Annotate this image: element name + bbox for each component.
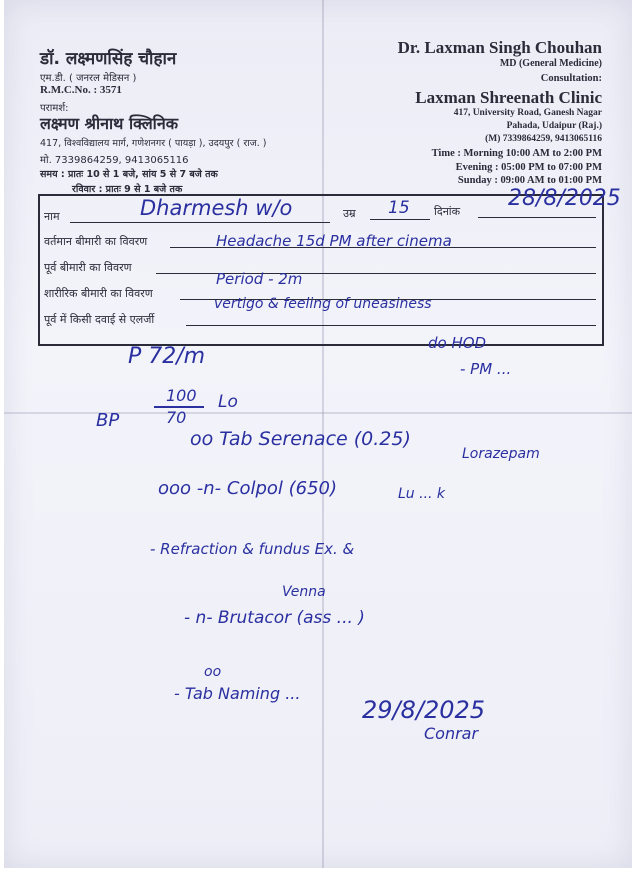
handwritten-date: 28/8/2025: [508, 186, 621, 211]
consult-label-hindi: परामर्श:: [40, 103, 69, 114]
past-illness-label: पूर्व बीमारी का विवरण: [44, 261, 132, 274]
handwritten-name: Dharmesh w/o: [140, 196, 293, 220]
address-line2-english: Pahada, Udaipur (Raj.): [506, 121, 602, 131]
allergy-line: [186, 325, 596, 326]
allergy-label: पूर्व में किसी दवाई से एलर्जी: [44, 313, 155, 326]
bp-suffix: Lo: [218, 392, 238, 412]
doctor-signature: Conrar: [424, 724, 479, 743]
phone-english: (M) 7339864259, 9413065116: [485, 134, 602, 144]
time-evening-english: Evening : 05:00 PM to 07:00 PM: [455, 162, 602, 173]
date-line: [478, 217, 596, 218]
sunday-hindi: रविवार : प्रातः 9 से 1 बजे तक: [72, 184, 183, 195]
time-sunday-english: Sunday : 09:00 AM to 01:00 PM: [457, 175, 602, 186]
handwritten-age: 15: [388, 198, 410, 218]
rx-line-5: oo: [204, 664, 222, 680]
rx-line-1: oo Tab Serenace (0.25): [190, 428, 411, 450]
clinic-name-english: Laxman Shreenath Clinic: [415, 88, 602, 107]
bp-label: BP: [96, 410, 120, 431]
bp-numerator: 100: [166, 386, 197, 405]
rx-line-6: - Tab Naming ...: [174, 684, 301, 703]
rx-line-3: - Refraction & fundus Ex. &: [150, 540, 355, 558]
right-note-1: do HOD: [428, 334, 487, 352]
phone-hindi: मो. 7339864259, 9413065116: [40, 155, 189, 166]
followup-date: 29/8/2025: [362, 696, 486, 724]
age-line: [370, 219, 430, 220]
consult-label-english: Consultation:: [540, 73, 602, 84]
handwritten-physical-illness: Period - 2m: [216, 270, 303, 288]
rx-line-2-note: Lu ... k: [398, 486, 446, 502]
date-label: दिनांक: [434, 205, 461, 218]
age-label: उम्र: [343, 207, 356, 220]
name-line: [70, 222, 330, 223]
degree-hindi: एम.डी. ( जनरल मेडिसन ): [40, 73, 137, 84]
address-hindi: 417, विश्वविद्यालय मार्ग, गणेशनगर ( पायड़ा ), उदयपुर ( राज. ): [40, 138, 267, 149]
rmc-number: R.M.C.No. : 3571: [40, 84, 122, 96]
current-illness-label: वर्तमान बीमारी का विवरण: [44, 235, 148, 248]
right-note-2: - PM ...: [460, 360, 512, 378]
handwritten-allergy: vertigo & feeling of uneasiness: [214, 296, 432, 312]
rx-line-1-note: Lorazepam: [462, 446, 540, 462]
doctor-name-english: Dr. Laxman Singh Chouhan: [397, 38, 602, 57]
address-line1-english: 417, University Road, Ganesh Nagar: [453, 108, 602, 118]
handwritten-current-illness: Headache 15d PM after cinema: [216, 232, 452, 250]
name-label: नाम: [44, 210, 60, 223]
rx-line-2: ooo -n- Colpol (650): [158, 478, 338, 499]
time-morning-english: Time : Morning 10:00 AM to 2:00 PM: [431, 148, 602, 159]
rx-line-4: - n- Brutacor (ass ... ): [184, 608, 365, 628]
degree-english: MD (General Medicine): [499, 58, 602, 69]
clinic-name-hindi: लक्ष्मण श्रीनाथ क्लिनिक: [40, 114, 178, 133]
pulse-note: P 72/m: [128, 344, 206, 369]
timing-hindi: समय : प्रातः 10 से 1 बजे, सांय 5 से 7 बजे तक: [40, 169, 218, 180]
rx-line-3-note: Venna: [282, 584, 326, 600]
bp-denominator: 70: [166, 408, 187, 427]
physical-illness-label: शारीरिक बीमारी का विवरण: [44, 287, 153, 300]
doctor-name-hindi: डॉ. लक्ष्मणसिंह चौहान: [40, 49, 177, 69]
